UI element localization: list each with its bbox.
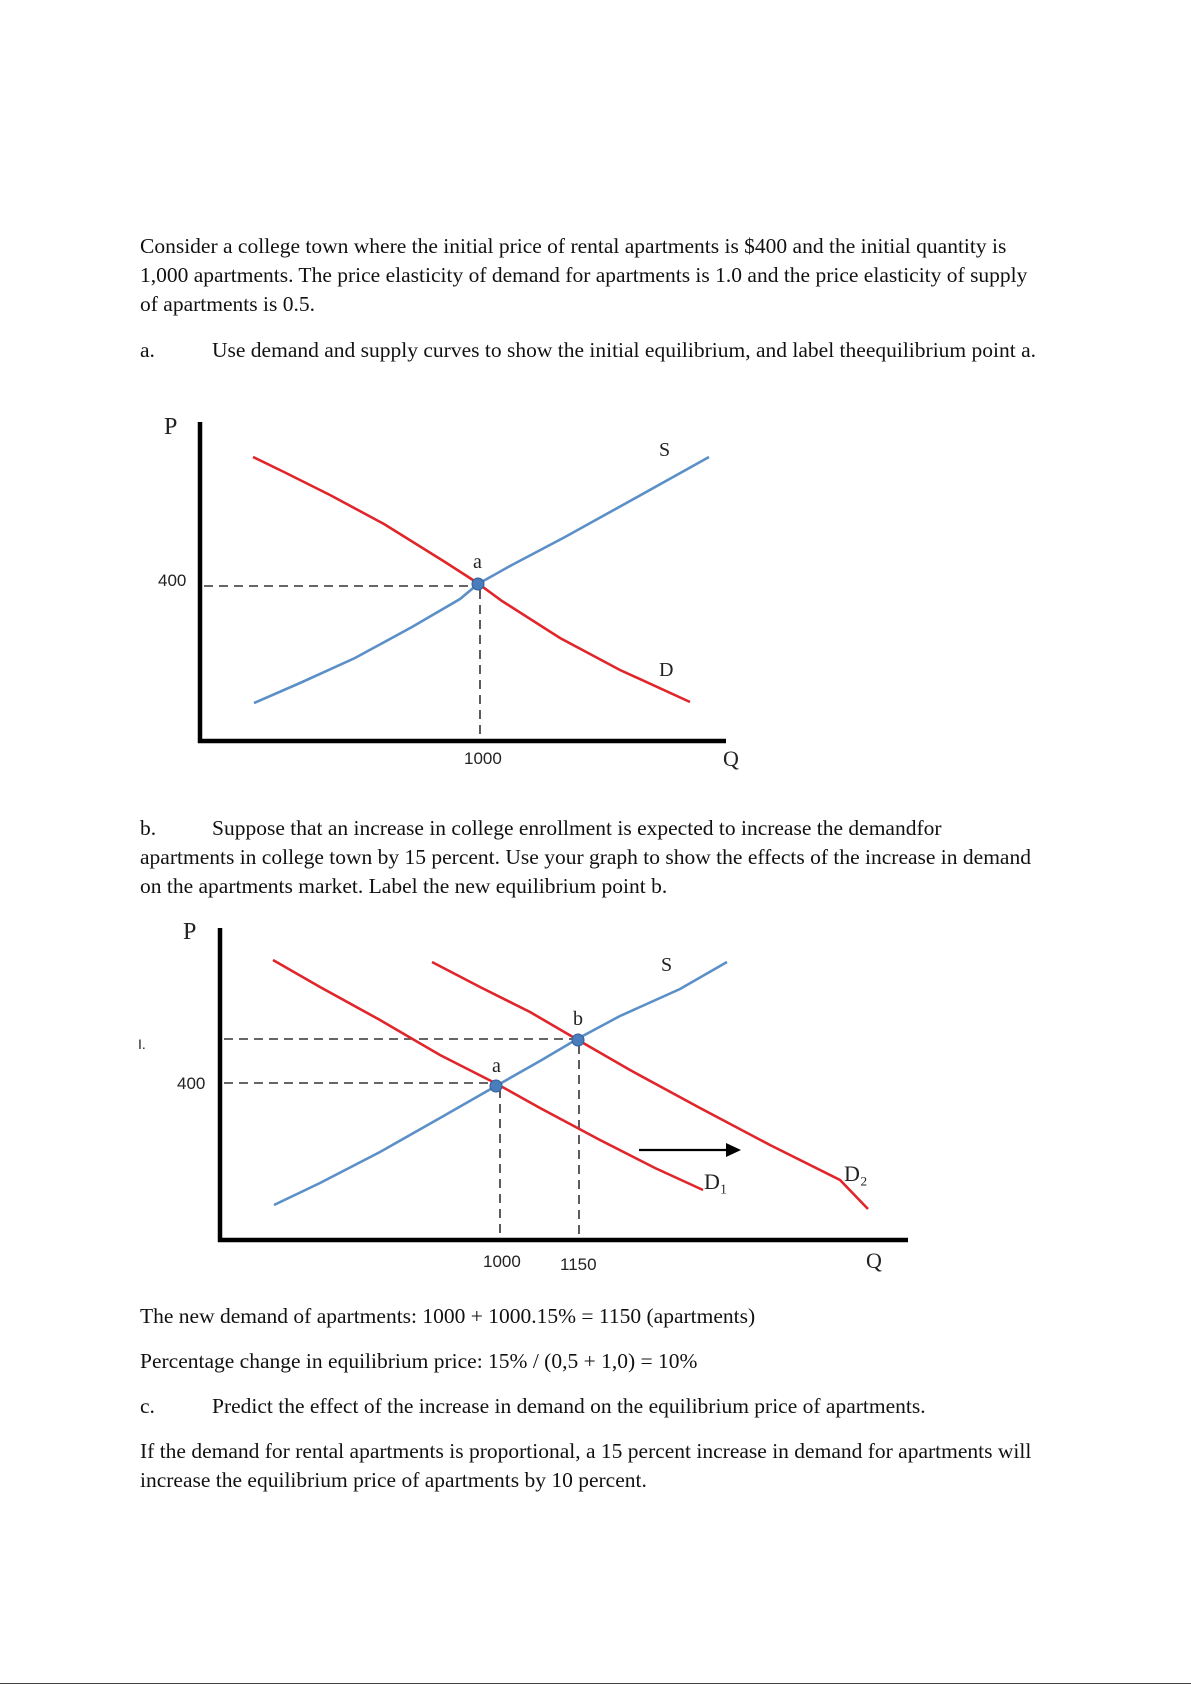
page-bottom-rule <box>0 1683 1191 1684</box>
answer-paragraph: If the demand for rental apartments is proportional, a 15 percent increase in demand for apartments will increase the equilibrium price of apartments by 10 percent. <box>140 1439 1032 1492</box>
chart1-demand-label: D <box>659 659 674 681</box>
question-c-label: c. <box>140 1394 155 1418</box>
question-c <box>140 1392 1040 1421</box>
chart1-supply-label: S <box>659 439 671 461</box>
chart1-quantity-tick: 1000 <box>464 749 502 768</box>
calc-new-demand: The new demand of apartments: 1000 + 1000.15% = 1150 (apartments) <box>140 1304 756 1328</box>
chart2-price-a-tick: 400 <box>177 1074 206 1093</box>
chart2-equilibrium-point-a <box>490 1080 502 1092</box>
question-b-text: Suppose that an increase in college enrollment is expected to increase the demandfor apartments in college town by 15 percent. Use your graph to show the effects of the increase in demand on the apartments market. Label the new equilibrium point b. <box>140 816 1031 898</box>
chart2-quantity-b-tick: 1150 <box>560 1255 597 1274</box>
chart1-x-axis-label: Q <box>723 746 739 771</box>
calc-price-change: Percentage change in equilibrium price: 15% / (0,5 + 1,0) = 10% <box>140 1349 698 1373</box>
chart2-shift-arrow-head <box>726 1143 741 1157</box>
question-b-label: b. <box>140 816 157 840</box>
chart2-demand-d1-label: D₁ <box>704 1169 728 1194</box>
chart2-supply-label: S <box>661 954 673 976</box>
question-c-text: Predict the effect of the increase in demand on the equilibrium price of apartments. <box>212 1394 926 1418</box>
chart2-price-b-tick: I. <box>138 1036 146 1052</box>
chart1-price-tick: 400 <box>158 571 187 590</box>
chart2-y-axis-label: P <box>183 919 197 945</box>
chart1-point-a-label: a <box>473 551 482 573</box>
question-a-label: a. <box>140 338 155 362</box>
chart2-point-a-label: a <box>492 1055 501 1077</box>
chart2-point-b-label: b <box>573 1008 583 1030</box>
chart2-equilibrium-point-b <box>572 1034 584 1046</box>
chart2-quantity-a-tick: 1000 <box>483 1252 521 1271</box>
question-a-text: Use demand and supply curves to show the initial equilibrium, and label theequilibrium point a. <box>212 338 1037 362</box>
chart2-demand-d2-label: D₂ <box>844 1161 868 1186</box>
chart1-y-axis-label: P <box>164 414 178 440</box>
intro-paragraph: Consider a college town where the initial price of rental apartments is $400 and the initial quantity is 1,000 apartments. The price elasticity of demand for apartments is 1.0 and the price elasticity of supply of apartments is 0.5. <box>140 234 1028 316</box>
chart2-x-axis-label: Q <box>866 1248 882 1273</box>
